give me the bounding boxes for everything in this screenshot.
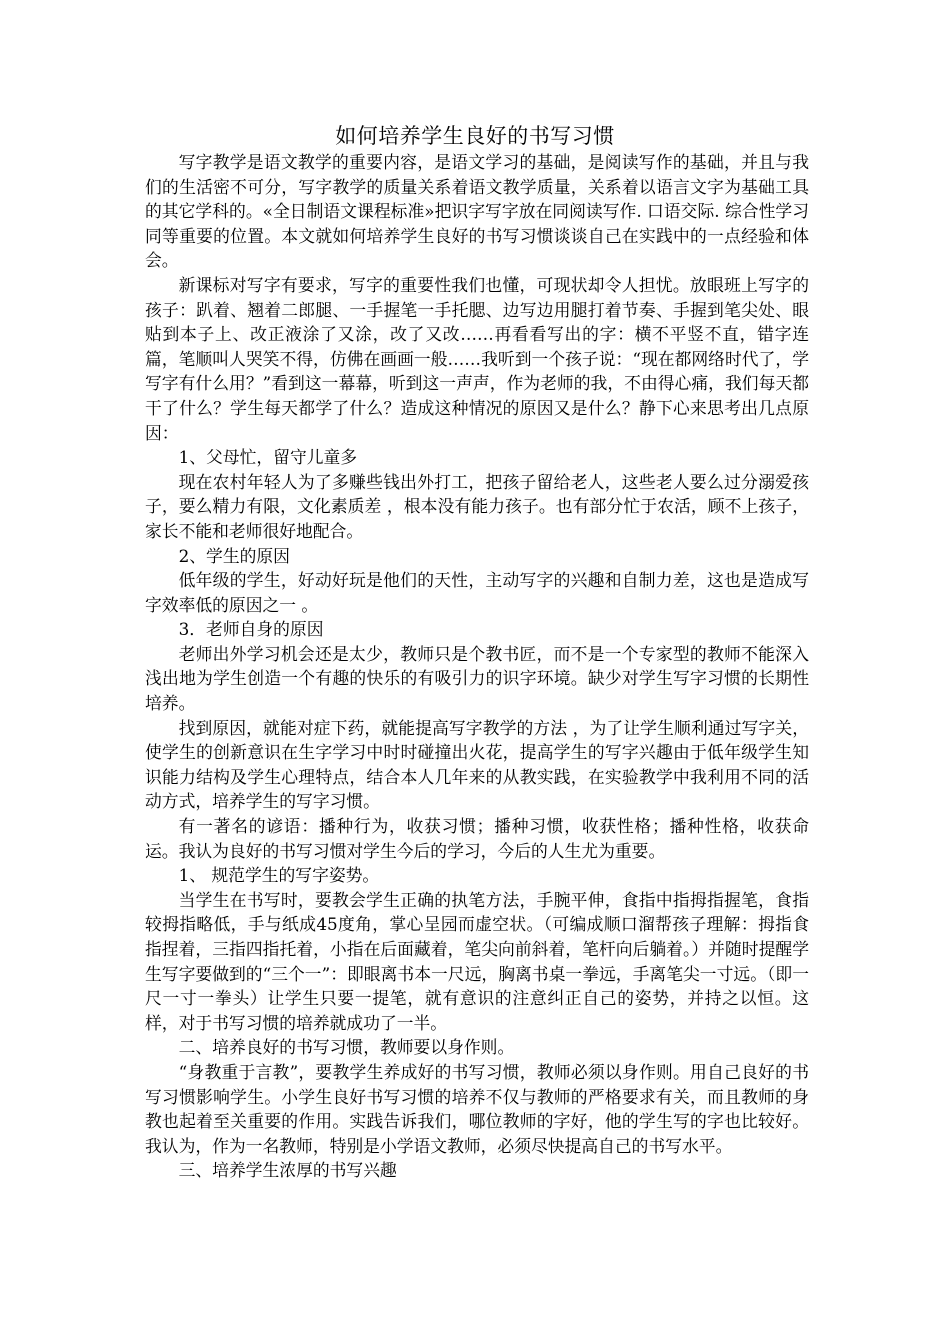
document-title: 如何培养学生良好的书写习惯 [335, 124, 615, 148]
heading-teacher-example: 二、培养良好的书写习惯，教师要以身作则。 [178, 1037, 515, 1058]
paragraph-method: 找到原因，就能对症下药，就能提高写字教学的方法 ，为了让学生顺利通过写字关，使学生的创新意识在生字学习中时时碰撞出火花，提高学生的写字兴趣由于低年级学生知识能力结构及学生心理特点，结合本人几年来的从教实践，在实验教学中我利用不同的活动方式，培养学生的写字习惯。 [145, 717, 809, 812]
heading-interest: 三、培养学生浓厚的书写兴趣 [178, 1160, 397, 1181]
paragraph-posture: 当学生在书写时，要教会学生正确的执笔方法，手腕平伸，食指中指拇指握笔，食指较拇指略低，手与纸成45度角，掌心呈园而虚空状。（可编成顺口溜帮孩子理解：拇指食指捏着，三指四指托着，小指在后面藏着，笔尖向前斜着，笔杆向后躺着。）并随时提醒学生写字要做到的“三个一”：即眼离书本一尺远，胸离书桌一拳远，手离笔尖一寸远。（即一尺一寸一拳头）让学生只要一提笔，就有意识的注意纠正自己的姿势，并持之以恒。这样，对于书写习惯的培养就成功了一半。 [145, 889, 809, 1033]
paragraph-reason-3: 老师出外学习机会还是太少，教师只是个教书匠，而不是一个专家型的教师不能深入浅出地为学生创造一个有趣的快乐的有吸引力的识字环境。缺少对学生写字习惯的长期性培养。 [145, 643, 809, 714]
heading-reason-1: 1、父母忙，留守儿童多 [178, 447, 358, 468]
paragraph-proverb: 有一著名的谚语：播种行为，收获习惯；播种习惯，收获性格；播种性格，收获命运。我认为良好的书写习惯对学生今后的学习，今后的人生尤为重要。 [145, 816, 809, 861]
paragraph-reason-2: 低年级的学生，好动好玩是他们的天性，主动写字的兴趣和自制力差，这也是造成写字效率低的原因之一 。 [145, 570, 809, 615]
paragraph-situation: 新课标对写字有要求，写字的重要性我们也懂，可现状却令人担忧。放眼班上写字的孩子：趴着、翘着二郎腿、一手握笔一手托腮、边写边用腿打着节奏、手握到笔尖处、眼贴到本子上、改正液涂了又涂，改了又改……再看看写出的字：横不平竖不直，错字连篇，笔顺叫人哭笑不得，仿佛在画画一般……我听到一个孩子说：“现在都网络时代了，学写字有什么用？”看到这一幕幕，听到这一声声，作为老师的我，不由得心痛，我们每天都干了什么？学生每天都学了什么？造成这种情况的原因又是什么？静下心来思考出几点原因： [145, 274, 809, 443]
heading-reason-2: 2、学生的原因 [178, 545, 290, 566]
heading-reason-3: 3．老师自身的原因 [178, 619, 324, 640]
paragraph-teacher-example: “身教重于言教”，要教学生养成好的书写习惯，教师必须以身作则。用自己良好的书写习惯影响学生。小学生良好书写习惯的培养不仅与教师的严格要求有关，而且教师的身教也起着至关重要的作用。实践告诉我们，哪位教师的字好，他的学生写的字也比较好。我认为，作为一名教师，特别是小学语文教师，必须尽快提高自己的书写水平。 [145, 1061, 809, 1156]
paragraph-reason-1: 现在农村年轻人为了多赚些钱出外打工，把孩子留给老人，这些老人要么过分溺爱孩子，要么精力有限，文化素质差 ，根本没有能力孩子。也有部分忙于农活，顾不上孩子，家长不能和老师很好地配合。 [145, 471, 809, 541]
paragraph-intro: 写字教学是语文教学的重要内容，是语文学习的基础，是阅读写作的基础，并且与我们的生活密不可分，写字教学的质量关系着语文教学质量，关系着以语言文字为基础工具的其它学科的。«全日制语文课程标准»把识字写字放在同阅读写作. 口语交际. 综合性学习同等重要的位置。本文就如何培养学生良好的书写习惯谈谈自己在实践中的一点经验和体会。 [145, 152, 809, 271]
heading-posture: 1、 规范学生的写字姿势。 [178, 865, 380, 886]
document-body [145, 150, 809, 1183]
